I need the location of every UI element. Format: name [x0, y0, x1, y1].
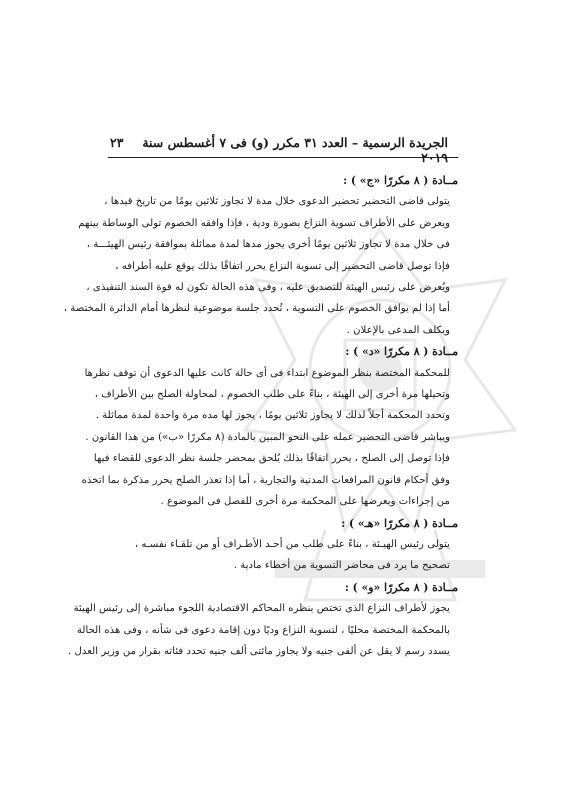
text-line: وتحيلها مرة أخرى إلى الهيئة ، بناءً على طلب الخصوم ، لمحاولة الصلح بين الأطراف ، [94, 389, 450, 401]
article-text [81, 363, 458, 513]
page-header [110, 135, 448, 165]
text-line: ويُعرض على رئيس الهيئة للتصديق عليه ، وفى هذه الحالة تكون له قوة السند التنفيذى ، [86, 282, 450, 294]
text-line: يسدد رسم لا يقل عن ألفى جنيه ولا يجاوز مائتى ألف جنيه تحدد فئاته بقرار من وزير العدل . [68, 645, 450, 657]
article-8c [63, 170, 458, 341]
text-line: للمحكمة المختصة بنظر الموضوع ابتداء فى أى حالة كانت عليها الدعوى أن توقف نظرها [84, 367, 450, 379]
article-heading: مــادة ( ٨ مكررًا «هـ» ) : [341, 516, 458, 530]
text-line: وتحدد المحكمة أجلاً لذلك لا يجاوز ثلاثين يومًا ، يجوز لها مده مرة واحدة لمدة مماثلة . [95, 410, 450, 422]
article-heading: مــادة ( ٨ مكررًا «ج» ) : [343, 174, 458, 187]
text-line: يجوز لأطراف النزاع الذى تختص بنظره المحاكم الاقتصادية اللجوء مباشرة إلى رئيس الهيئة [73, 603, 450, 615]
text-line: تصحيح ما يرد فى محاضر التسوية من أخطاء مادية . [233, 560, 450, 572]
text-line: ويكلف المدعى بالإعلان . [346, 324, 450, 336]
page-number: ٢٣ [110, 135, 124, 150]
text-line: بالمحكمة المختصة محليًا ، لتسوية النزاع وديًا دون إقامة دعوى فى شأنه ، وفى هذه الحالة [76, 624, 450, 636]
article-heading: مــادة ( ٨ مكررًا «د» ) : [345, 345, 458, 359]
article-8d [81, 341, 458, 512]
text-line: وفق أحكام قانون المرافعات المدنية والتجارية ، أما إذا تعذر الصلح يحرر مذكرة بما اتخذه [81, 474, 450, 486]
document-body [63, 170, 458, 662]
journal-title: الجريدة الرسمية – العدد ٣١ مكرر (و) فى ٧ أغسطس سنة ٢٠١٩ [142, 135, 448, 165]
article-text [68, 598, 458, 662]
article-text [108, 534, 458, 577]
text-line: ويباشر قاضى التحضير عمله على النحو المبين بالمادة (٨ مكررًا «ب») من هذا القانون . [85, 431, 450, 443]
text-line: أما إذا لم يوافق الخصوم على التسوية ، تُحدد جلسة موضوعية لنظرها أمام الدائرة المختصة ، [63, 303, 450, 315]
text-line: يتولى رئيس الهيـئة ، بناءً على طلب من أحـد الأطـراف أو من تلقـاء نفسـه ، [134, 538, 450, 550]
header-divider [108, 157, 458, 158]
article-8e [108, 513, 458, 577]
text-line: فى خلال مدة لا تجاوز ثلاثين يومًا أخرى يجوز مدها لمدة مماثلة بموافقة رئيس الهيئـــة ، [86, 239, 450, 251]
article-8f [68, 577, 458, 663]
article-text [63, 191, 458, 341]
article-heading: مــادة ( ٨ مكررًا «و» ) : [344, 580, 458, 594]
text-line: فإذا توصل قاضى التحضير إلى تسوية النزاع يحرر اتفاقًا بذلك يوقع عليه أطرافه ، [115, 260, 450, 272]
text-line: من إجراءات ويعرضها على المحكمة مرة أخرى للفصل فى الموضوع . [160, 496, 450, 508]
text-line: فإذا توصل إلى الصلح ، يحرر اتفاقًا بذلك يُلحق بمحضر جلسة نظر الدعوى للقضاء فيها [93, 453, 450, 465]
text-line: يتولى قاضى التحضير تحضير الدعوى خلال مدة لا تجاوز ثلاثين يومًا من تاريخ قيدها ، [104, 196, 450, 208]
text-line: ويعرض على الأطراف تسوية النزاع بصورة ودية ، فإذا وافقه الخصوم تولى الوساطة بينهم [78, 217, 450, 229]
